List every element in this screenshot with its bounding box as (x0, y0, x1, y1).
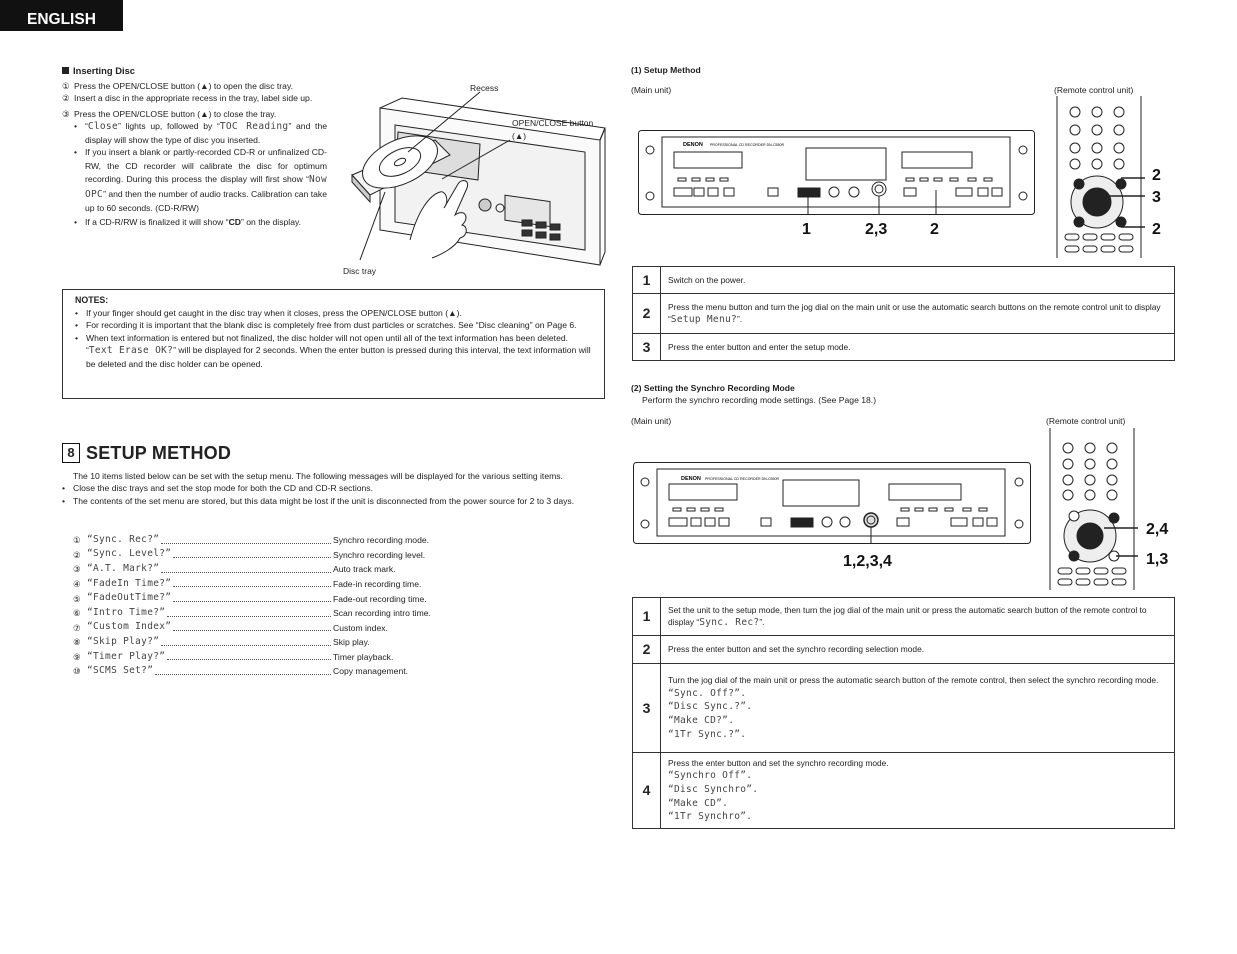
open-close-label: OPEN/CLOSE button (512, 118, 594, 128)
setup-item-number: ⑥ (73, 608, 81, 619)
main-unit-panel-2 (633, 462, 1031, 544)
setup-item-message: “Timer Play?” (87, 650, 166, 662)
leader-dots (155, 674, 331, 675)
square-bullet-icon (62, 67, 69, 74)
step-mark: ③ (62, 108, 70, 119)
step-text: Press the OPEN/CLOSE button (▲) to open the disc tray. (74, 80, 293, 91)
open-close-symbol: (▲) (512, 131, 527, 141)
panel-model: PROFESSIONAL CD RECORDER DN-C550R (710, 143, 785, 147)
setup-bullet: • Close the disc trays and set the stop mode for both the CD and CD-R sections. (62, 483, 373, 494)
remote-control-1 (1055, 96, 1145, 258)
insert-step-3 (62, 108, 327, 120)
insert-step-1 (62, 80, 327, 92)
setup-item-description: Custom index. (333, 622, 388, 633)
callout-main-1: 1 (802, 221, 811, 238)
leader-dots (173, 601, 331, 602)
section-number: 8 (62, 443, 80, 463)
setup-item-message: “A.T. Mark?” (87, 563, 160, 575)
insert-bullet-1: • “Close” lights up, followed by “TOC Reading” and the display will show the type of disc you inserted. (74, 120, 328, 145)
setup-heading (62, 440, 231, 466)
setup-item-message: “Intro Time?” (87, 606, 166, 618)
recess-label: Recess (470, 83, 499, 93)
setup-item-message: “Custom Index” (87, 621, 172, 633)
setup-item-number: ⑤ (73, 593, 81, 604)
setup-item-row (73, 620, 443, 635)
setup-title: SETUP METHOD (86, 443, 232, 463)
insert-bullet-2: • If you insert a blank or partly-recorded CD-R or unfinalized CD-RW, the CD recorder will calibrate the disc for optimum recording. During this process the display will first show “Now OPC” and then the number of audio tracks. Calibration can take up to 60 seconds. (CD-R/RW) (74, 147, 327, 214)
method2-title: (2) Setting the Synchro Recording Mode (631, 383, 795, 393)
setup-item-message: “FadeIn Time?” (87, 577, 172, 589)
callout-remote-24: 2,4 (1146, 521, 1169, 538)
method2-main-label: (Main unit) (631, 416, 672, 426)
setup-item-description: Skip play. (333, 637, 370, 648)
note-item: • If your finger should get caught in the disc tray when it closes, press the OPEN/CLOSE button (▲). (75, 307, 462, 318)
panel-brand: DENON (681, 476, 701, 482)
setup-item-description: Synchro recording mode. (333, 535, 430, 546)
setup-item-row (73, 547, 443, 562)
panel-model: PROFESSIONAL CD RECORDER DN-C550R (705, 477, 780, 481)
setup-item-number: ⑨ (73, 651, 81, 662)
method1-main-label: (Main unit) (631, 85, 672, 95)
disc-tray-illustration (340, 80, 610, 285)
step-text: Press the OPEN/CLOSE button (▲) to close the tray. (74, 108, 277, 119)
table-row: 1 Switch on the power. (633, 267, 1175, 294)
callout-remote-2: 3 (1152, 189, 1161, 206)
method1-steps-table (632, 266, 1175, 361)
setup-item-message: “FadeOutTime?” (87, 592, 172, 604)
leader-dots (173, 557, 331, 558)
setup-item-row (73, 590, 443, 605)
setup-item-description: Scan recording intro time. (333, 608, 431, 619)
setup-item-row (73, 561, 443, 576)
table-row: 3 Press the enter button and enter the setup mode. (633, 334, 1175, 361)
notes-title: NOTES: (75, 295, 109, 305)
method2-remote-label: (Remote control unit) (1046, 416, 1126, 426)
callout-main-2: 2,3 (865, 221, 888, 238)
table-row: 2 Press the enter button and set the synchro recording selection mode. (633, 636, 1175, 664)
language-tab: ENGLISH (0, 0, 123, 31)
setup-intro-block (62, 470, 605, 507)
setup-item-message: “Sync. Rec?” (87, 533, 160, 545)
method1-title: (1) Setup Method (631, 65, 701, 75)
setup-item-message: “Skip Play?” (87, 635, 160, 647)
panel-brand: DENON (683, 142, 703, 148)
setup-item-description: Fade-out recording time. (333, 593, 427, 604)
setup-item-description: Auto track mark. (333, 564, 396, 575)
method2-steps-table (632, 597, 1175, 829)
table-row: 4 Press the enter button and set the synchro recording mode. “Synchro Off”. “Disc Synchro”. “Make CD”. “1Tr Synchro”. (633, 753, 1175, 829)
insert-step-2 (62, 92, 327, 104)
note-sub: “Text Erase OK?” will be displayed for 2 seconds. When the enter button is pressed during this interval, the text information will be deleted and the disc holder can be opened. (86, 345, 591, 369)
callout-remote-13: 1,3 (1146, 551, 1169, 568)
callout-remote-3: 2 (1152, 221, 1161, 238)
main-unit-panel-1 (638, 130, 1035, 215)
setup-item-number: ⑩ (73, 666, 81, 677)
setup-intro: The 10 items listed below can be set with the setup menu. The following messages will be displayed for the various setting items. (73, 471, 563, 481)
leader-dots (161, 543, 331, 544)
setup-item-row (73, 649, 443, 664)
leader-dots (173, 630, 331, 631)
callout-main-1234: 1,2,3,4 (843, 553, 892, 570)
leader-dots (167, 659, 331, 660)
inserting-disc-title: Inserting Disc (73, 65, 135, 76)
leader-dots (167, 616, 331, 617)
inserting-disc-section (62, 64, 327, 228)
setup-item-description: Timer playback. (333, 651, 394, 662)
remote-control-2 (1048, 428, 1138, 590)
table-row: 1 Set the unit to the setup mode, then turn the jog dial of the main unit or press the automatic search button of the remote control to display “Sync. Rec?”. (633, 598, 1175, 636)
step-mark: ① (62, 80, 70, 91)
setup-item-number: ② (73, 549, 81, 560)
disc-tray-label: Disc tray (343, 266, 377, 276)
setup-item-description: Fade-in recording time. (333, 578, 422, 589)
setup-item-description: Synchro recording level. (333, 549, 426, 560)
setup-item-row (73, 576, 443, 591)
leader-dots (161, 572, 331, 573)
note-item: • When text information is entered but not finalized, the disc holder will not open until all of the text information has been deleted. (75, 332, 569, 343)
callout-main-3: 2 (930, 221, 939, 238)
setup-item-row (73, 634, 443, 649)
method1-remote-label: (Remote control unit) (1054, 85, 1134, 95)
table-row: 2 Press the menu button and turn the jog dial on the main unit or use the automatic search buttons on the remote control unit to display “Setup Menu?”. (633, 294, 1175, 334)
insert-bullet-3: • If a CD-R/RW is finalized it will show “CD” on the display. (74, 216, 302, 227)
setup-item-number: ① (73, 535, 81, 546)
leader-dots (173, 586, 331, 587)
inserting-disc-heading (62, 64, 327, 78)
step-text: Insert a disc in the appropriate recess in the tray, label side up. (74, 93, 313, 104)
setup-item-message: “SCMS Set?” (87, 665, 154, 677)
notes-box (62, 289, 605, 399)
setup-item-description: Copy management. (333, 666, 408, 677)
callout-remote-1: 2 (1152, 167, 1161, 184)
leader-dots (161, 645, 331, 646)
note-item: • For recording it is important that the blank disc is completely free from dust particles or scratches. See “Disc cleaning” on Page 6. (75, 320, 577, 331)
setup-item-row (73, 663, 443, 678)
setup-item-number: ⑧ (73, 637, 81, 648)
setup-item-row (73, 605, 443, 620)
method2-subtitle: Perform the synchro recording mode settings. (See Page 18.) (642, 395, 877, 405)
setup-item-number: ⑦ (73, 622, 81, 633)
step-mark: ② (62, 93, 70, 104)
setup-item-row (73, 532, 443, 547)
setup-items-list (73, 532, 443, 678)
setup-item-number: ③ (73, 564, 81, 575)
setup-item-message: “Sync. Level?” (87, 548, 172, 560)
setup-bullet: • The contents of the set menu are stored, but this data might be lost if the unit is disconnected from the power source for 2 to 3 days. (62, 495, 575, 506)
table-row: 3 Turn the jog dial of the main unit or press the automatic search button of the remote control, then select the synchro recording mode. “Sync. Off?”. “Disc Sync.?”. “Make CD?”. “1Tr Sync.?”. (633, 664, 1175, 753)
setup-item-number: ④ (73, 578, 81, 589)
